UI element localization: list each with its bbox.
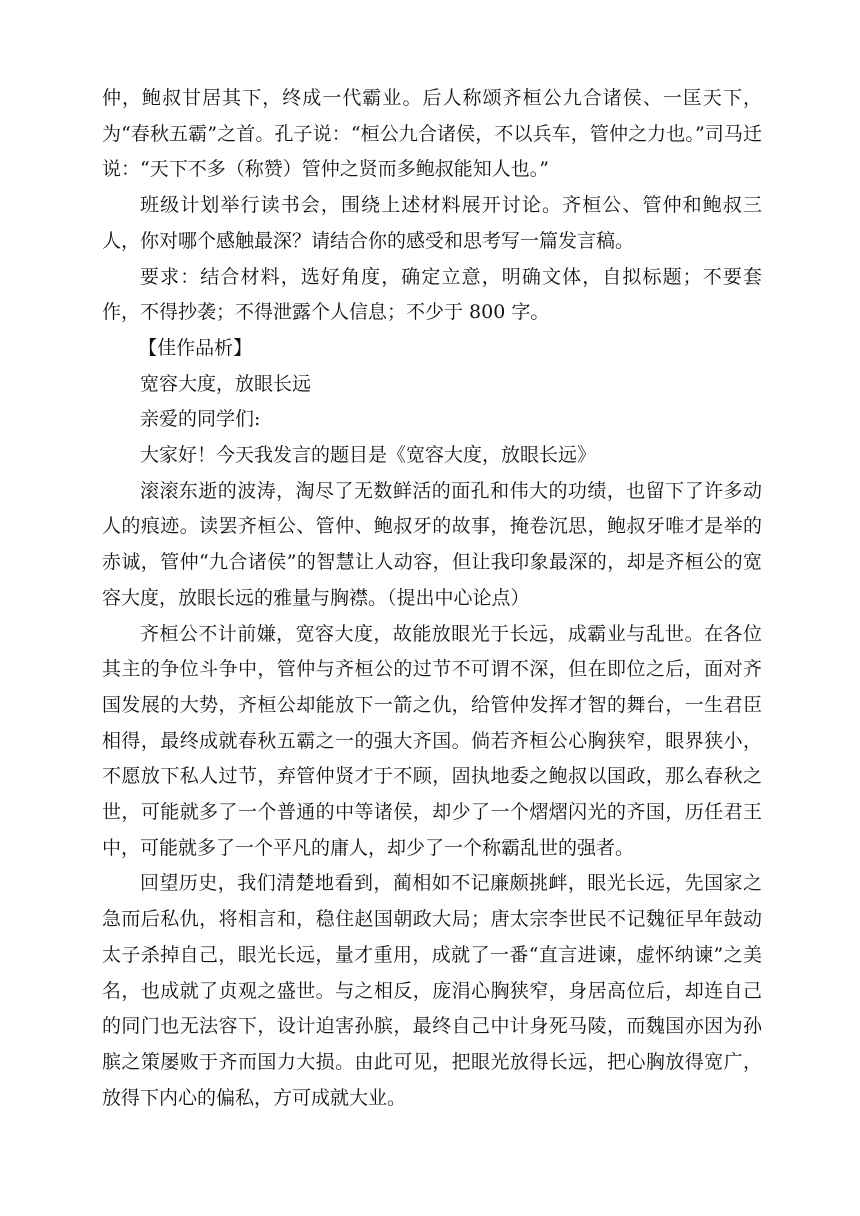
section-heading: 【佳作品析】: [138, 336, 253, 359]
essay-body-paragraph-3: 回望历史，我们清楚地看到，蔺相如不记廉颇挑衅，眼光长远，先国家之急而后私仇，将相言和，稳住赵国朝政大局；唐太宗李世民不记魏征早年鼓动太子杀掉自己，眼光长远，量才重用，成就了一番“直言进谏，虚怀纳谏”之美名，也成就了贞观之盛世。与之相反，庞涓心胸狭窄，身居高位后，却连自己的同门也无法容下，设计迫害孙膑，最终自己中计身死马陵，而魏国亦因为孙膑之策屡败于齐而国力大损。由此可见，把眼光放得长远，把心胸放得宽广，放得下内心的偏私，方可成就大业。: [102, 872, 762, 1109]
document-page: [102, 81, 762, 1116]
opening-line: 大家好！今天我发言的题目是《宽容大度，放眼长远》: [140, 444, 597, 467]
material-ending-paragraph: 仲，鲍叔甘居其下，终成一代霸业。后人称颂齐桓公九合诸侯、一匡天下，为“春秋五霸”之首。孔子说：“桓公九合诸侯，不以兵车，管仲之力也。”司马迁说：“天下不多（称赞）管仲之贤而多鲍叔能知人也。”: [102, 87, 762, 181]
salutation: 亲爱的同学们:: [140, 408, 261, 431]
essay-body-paragraph-2: 齐桓公不计前嫌，宽容大度，故能放眼光于长远，成霸业与乱世。在各位其主的争位斗争中，管仲与齐桓公的过节不可谓不深，但在即位之后，面对齐国发展的大势，齐桓公却能放下一箭之仇，给管仲发挥才智的舞台，一生君臣相得，最终成就春秋五霸之一的强大齐国。倘若齐桓公心胸狭窄，眼界狭小，不愿放下私人过节，弃管仲贤才于不顾，固执地委之鲍叔以国政，那么春秋之世，可能就多了一个普通的中等诸侯，却少了一个熠熠闪光的齐国，历任君王中，可能就多了一个平凡的庸人，却少了一个称霸乱世的强者。: [102, 622, 762, 859]
essay-title: 宽容大度，放眼长远: [140, 372, 312, 395]
writing-task-paragraph: 班级计划举行读书会，围绕上述材料展开讨论。齐桓公、管仲和鲍叔三人，你对哪个感触最深？请结合你的感受和思考写一篇发言稿。: [102, 194, 762, 252]
essay-body-paragraph-1: 滚滚东逝的波涛，淘尽了无数鲜活的面孔和伟大的功绩，也留下了许多动人的痕迹。读罢齐桓公、管仲、鲍叔牙的故事，掩卷沉思，鲍叔牙唯才是举的赤诚，管仲“九合诸侯”的智慧让人动容，但让我印象最深的，却是齐桓公的宽容大度，放眼长远的雅量与胸襟。（提出中心论点）: [102, 479, 762, 609]
requirements-paragraph: 要求：结合材料，选好角度，确定立意，明确文体，自拟标题；不要套作，不得抄袭；不得泄露个人信息；不少于 800 字。: [102, 265, 762, 324]
